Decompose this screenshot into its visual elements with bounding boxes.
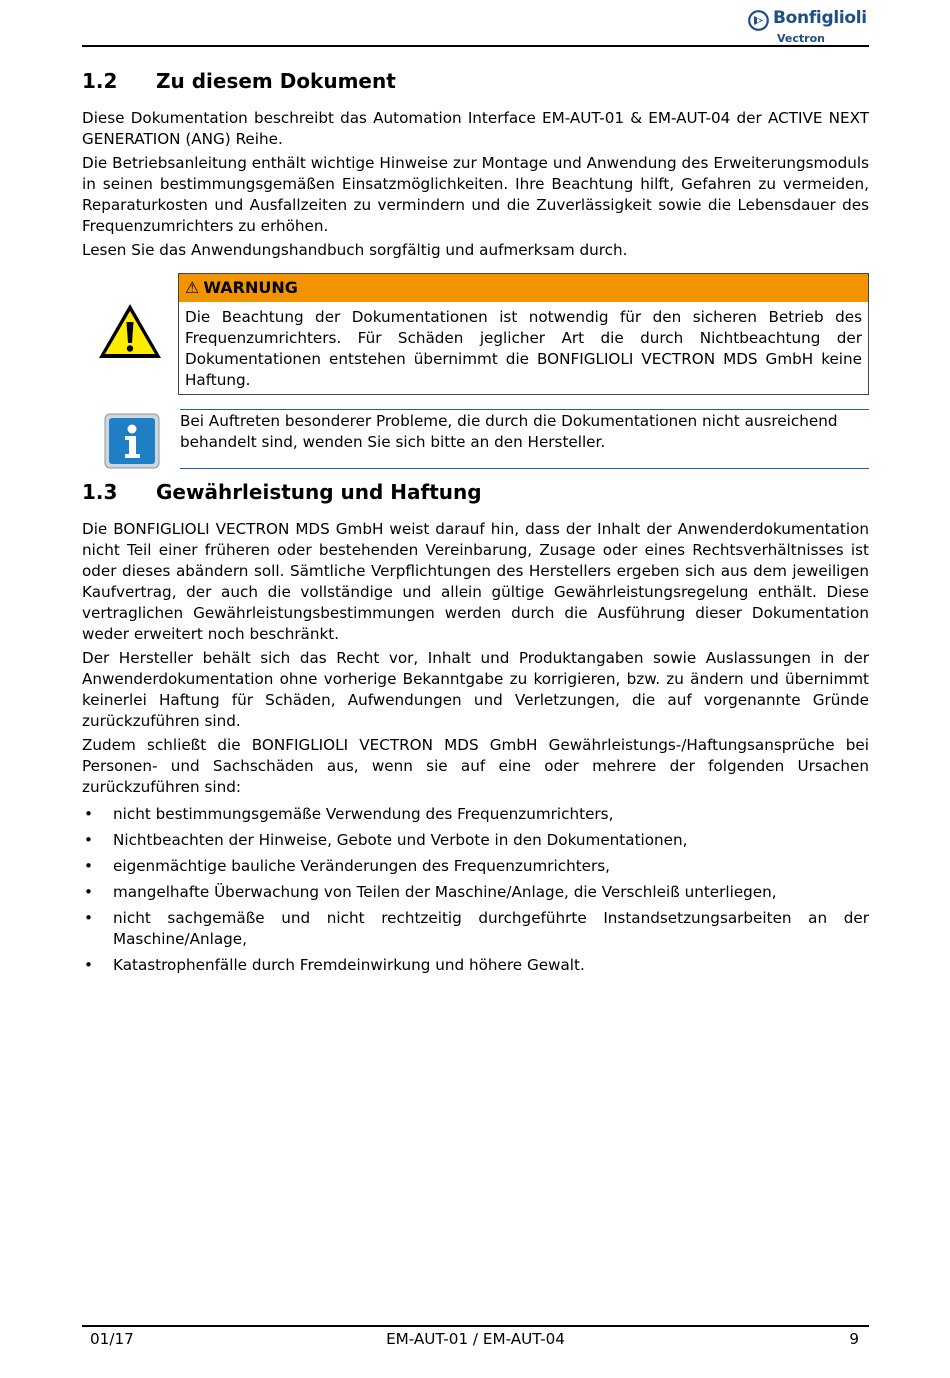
paragraph: Die Betriebsanleitung enthält wichtige Hinweise zur Montage und Anwendung des Erweiterungsmoduls in seinen bestimmungsgemäßen Einsatzmöglichkeiten. Ihre Beachtung hilft, Gefahren zu vermeiden, Reparaturkosten und Ausfallzeiten zu vermindern und die Zuverlässigkeit sowie die Lebensdauer des Frequenzumrichters zu erhöhen. bbox=[82, 154, 869, 235]
logo-sub: Vectron bbox=[777, 32, 825, 45]
warning-label: WARNUNG bbox=[203, 278, 298, 297]
header-rule bbox=[82, 45, 869, 47]
footer-date: 01/17 bbox=[90, 1330, 134, 1348]
paragraph: Lesen Sie das Anwendungshandbuch sorgfältig und aufmerksam durch. bbox=[82, 241, 628, 259]
footer-doc-title: EM-AUT-01 / EM-AUT-04 bbox=[386, 1330, 565, 1348]
warning-header bbox=[179, 274, 868, 302]
paragraph: Die BONFIGLIOLI VECTRON MDS GmbH weist darauf hin, dass der Inhalt der Anwenderdokumentation nicht Teil einer früheren oder bestehenden Vereinbarung, Zusage oder eines Rechtsverhältnisses ist oder dieses abändern soll. Sämtliche Verpflichtungen des Herstellers ergeben sich aus dem jeweiligen Kaufvertrag, der auch die vollständige und allein gültige Gewährleistungsregelung enthält. Diese vertraglichen Gewährleistungsbestimmungen werden durch die Ausführung dieser Dokumentation weder erweitert noch beschränkt. bbox=[82, 520, 869, 643]
list-item: • nicht sachgemäße und nicht rechtzeitig durchgeführte Instandsetzungsarbeiten an der Maschine/Anlage, bbox=[82, 908, 869, 950]
warning-box bbox=[178, 273, 869, 395]
section-heading-1-3 bbox=[82, 479, 869, 505]
paragraph: Zudem schließt die BONFIGLIOLI VECTRON MDS GmbH Gewährleistungs-/Haftungsansprüche bei Personen- und Sachschäden aus, wenn sie auf eine oder mehrere der folgenden Ursachen zurückzuführen sind: bbox=[82, 736, 869, 796]
footer bbox=[82, 1328, 869, 1350]
list-item: • eigenmächtige bauliche Veränderungen des Frequenzumrichters, bbox=[82, 856, 869, 877]
page-number: 9 bbox=[849, 1330, 859, 1348]
info-text: Bei Auftreten besonderer Probleme, die durch die Dokumentationen nicht ausreichend behandelt sind, wenden Sie sich bitte an den Hersteller. bbox=[180, 412, 838, 451]
header-logo bbox=[748, 8, 868, 46]
bonfiglioli-logo-icon bbox=[748, 10, 769, 31]
list-item: • mangelhafte Überwachung von Teilen der Maschine/Anlage, die Verschleiß unterliegen, bbox=[82, 882, 869, 903]
paragraph: Diese Dokumentation beschreibt das Automation Interface EM-AUT-01 & EM-AUT-04 der ACTIVE NEXT GENERATION (ANG) Reihe. bbox=[82, 109, 869, 148]
section-number: 1.3 bbox=[82, 480, 118, 504]
section-title: Gewährleistung und Haftung bbox=[156, 480, 482, 504]
page-content bbox=[82, 62, 869, 981]
warning-sign-icon bbox=[96, 301, 164, 361]
section-title: Zu diesem Dokument bbox=[156, 69, 396, 93]
list-item: • nicht bestimmungsgemäße Verwendung des Frequenzumrichters, bbox=[82, 804, 869, 825]
info-block bbox=[82, 401, 869, 473]
warning-triangle-icon: ⚠ bbox=[185, 278, 200, 297]
list-item: • Katastrophenfälle durch Fremdeinwirkung und höhere Gewalt. bbox=[82, 955, 869, 976]
cause-list bbox=[82, 804, 869, 976]
warning-text: Die Beachtung der Dokumentationen ist notwendig für den sicheren Betrieb des Frequenzumrichters. Für Schäden jeglicher Art die durch Nichtbeachtung der Dokumentationen entstehen übernimmt die BONFIGLIOLI VECTRON MDS GmbH keine Haftung. bbox=[185, 308, 862, 389]
info-box bbox=[180, 409, 869, 469]
section-heading-1-2 bbox=[82, 68, 869, 94]
section-number: 1.2 bbox=[82, 69, 118, 93]
paragraph: Der Hersteller behält sich das Recht vor, Inhalt und Produktangaben sowie Auslassungen in der Anwenderdokumentation ohne vorherige Bekanntgabe zu korrigieren, bzw. zu ändern und übernimmt keinerlei Haftung für Schäden, Aufwendungen und Verletzungen, die auf vorgenannte Gründe zurückzuführen sind. bbox=[82, 649, 869, 730]
warning-block bbox=[82, 273, 869, 389]
list-item: • Nichtbeachten der Hinweise, Gebote und Verbote in den Dokumentationen, bbox=[82, 830, 869, 851]
footer-rule bbox=[82, 1325, 869, 1327]
logo-brand: Bonfiglioli bbox=[773, 8, 867, 28]
info-icon bbox=[104, 413, 160, 469]
